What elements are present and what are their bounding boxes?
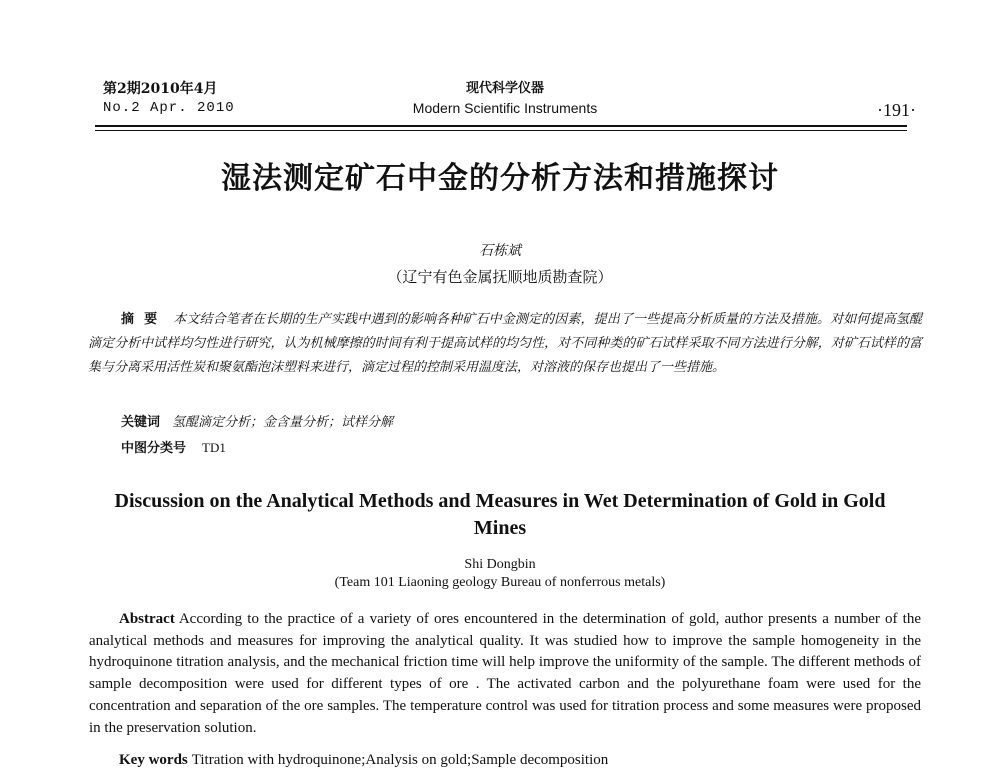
keywords-en bbox=[119, 750, 608, 770]
keywords-cn-label: 关键词 bbox=[121, 415, 161, 430]
abstract-cn-label: 摘要 bbox=[121, 312, 168, 327]
classification-cn-code: TD1 bbox=[202, 440, 226, 455]
abstract-en-label: Abstract bbox=[119, 611, 175, 627]
header-rule-thin bbox=[95, 130, 907, 131]
abstract-cn bbox=[88, 308, 922, 380]
issue-info bbox=[103, 80, 235, 118]
title-en: Discussion on the Analytical Methods and Measures in Wet Determination of Gold in Gold Mines bbox=[114, 490, 886, 539]
keywords-en-label: Key words bbox=[119, 752, 188, 768]
keywords-cn bbox=[121, 413, 393, 433]
affiliation-en: (Team 101 Liaoning geology Bureau of nonferrous metals) bbox=[334, 575, 666, 590]
keywords-en-text: Titration with hydroquinone;Analysis on gold;Sample decomposition bbox=[191, 752, 609, 768]
journal-cn: 现代科学仪器 bbox=[465, 81, 544, 96]
journal-en: Modern Scientific Instruments bbox=[412, 100, 598, 116]
author-cn: 石栋斌 bbox=[479, 243, 521, 259]
issue-en: No.2 Apr. 2010 bbox=[103, 100, 235, 116]
author-en: Shi Dongbin bbox=[464, 557, 536, 572]
classification-cn-label: 中图分类号 bbox=[121, 441, 187, 456]
abstract-en bbox=[89, 609, 921, 739]
title-cn: 湿法测定矿石中金的分析方法和措施探讨 bbox=[221, 161, 779, 196]
page-number: ·191· bbox=[877, 100, 916, 120]
header-rule-thick bbox=[95, 125, 907, 127]
abstract-en-text: According to the practice of a variety of ores encountered in the determination of gold, author presents a number of the analytical methods and measures for improving the analytical quality. It was studied how to improve the sample homogeneity in the hydroquinone titration analysis, and the mechanical friction time will help improve the uniformity of the sample. The different methods of sample decomposition were used for different types of ore . The activated carbon and the polyurethane foam were used for the concentration and separation of the ore samples. The temperature control was used for titration process and some measures were proposed in the preservation solution. bbox=[89, 611, 921, 736]
keywords-cn-text: 氢醌滴定分析；金含量分析；试样分解 bbox=[172, 415, 394, 430]
affiliation-cn: （辽宁有色金属抚顺地质勘查院） bbox=[387, 268, 613, 286]
journal-name bbox=[380, 80, 630, 118]
issue-cn: 第2期2010年4月 bbox=[103, 81, 218, 97]
classification-cn bbox=[121, 438, 226, 459]
abstract-cn-text: 本文结合笔者在长期的生产实践中遇到的影响各种矿石中金测定的因素，提出了一些提高分析质量的方法及措施。对如何提高氢醌滴定分析中试样均匀性进行研究，认为机械摩擦的时间有利于提高试样的均匀性，对不同种类的矿石试样采取不同方法进行分解，对矿石试样的富集与分离采用活性炭和聚氨酯泡沫塑料来进行，滴定过程的控制采用温度法，对溶液的保存也提出了一些措施。 bbox=[88, 312, 922, 375]
